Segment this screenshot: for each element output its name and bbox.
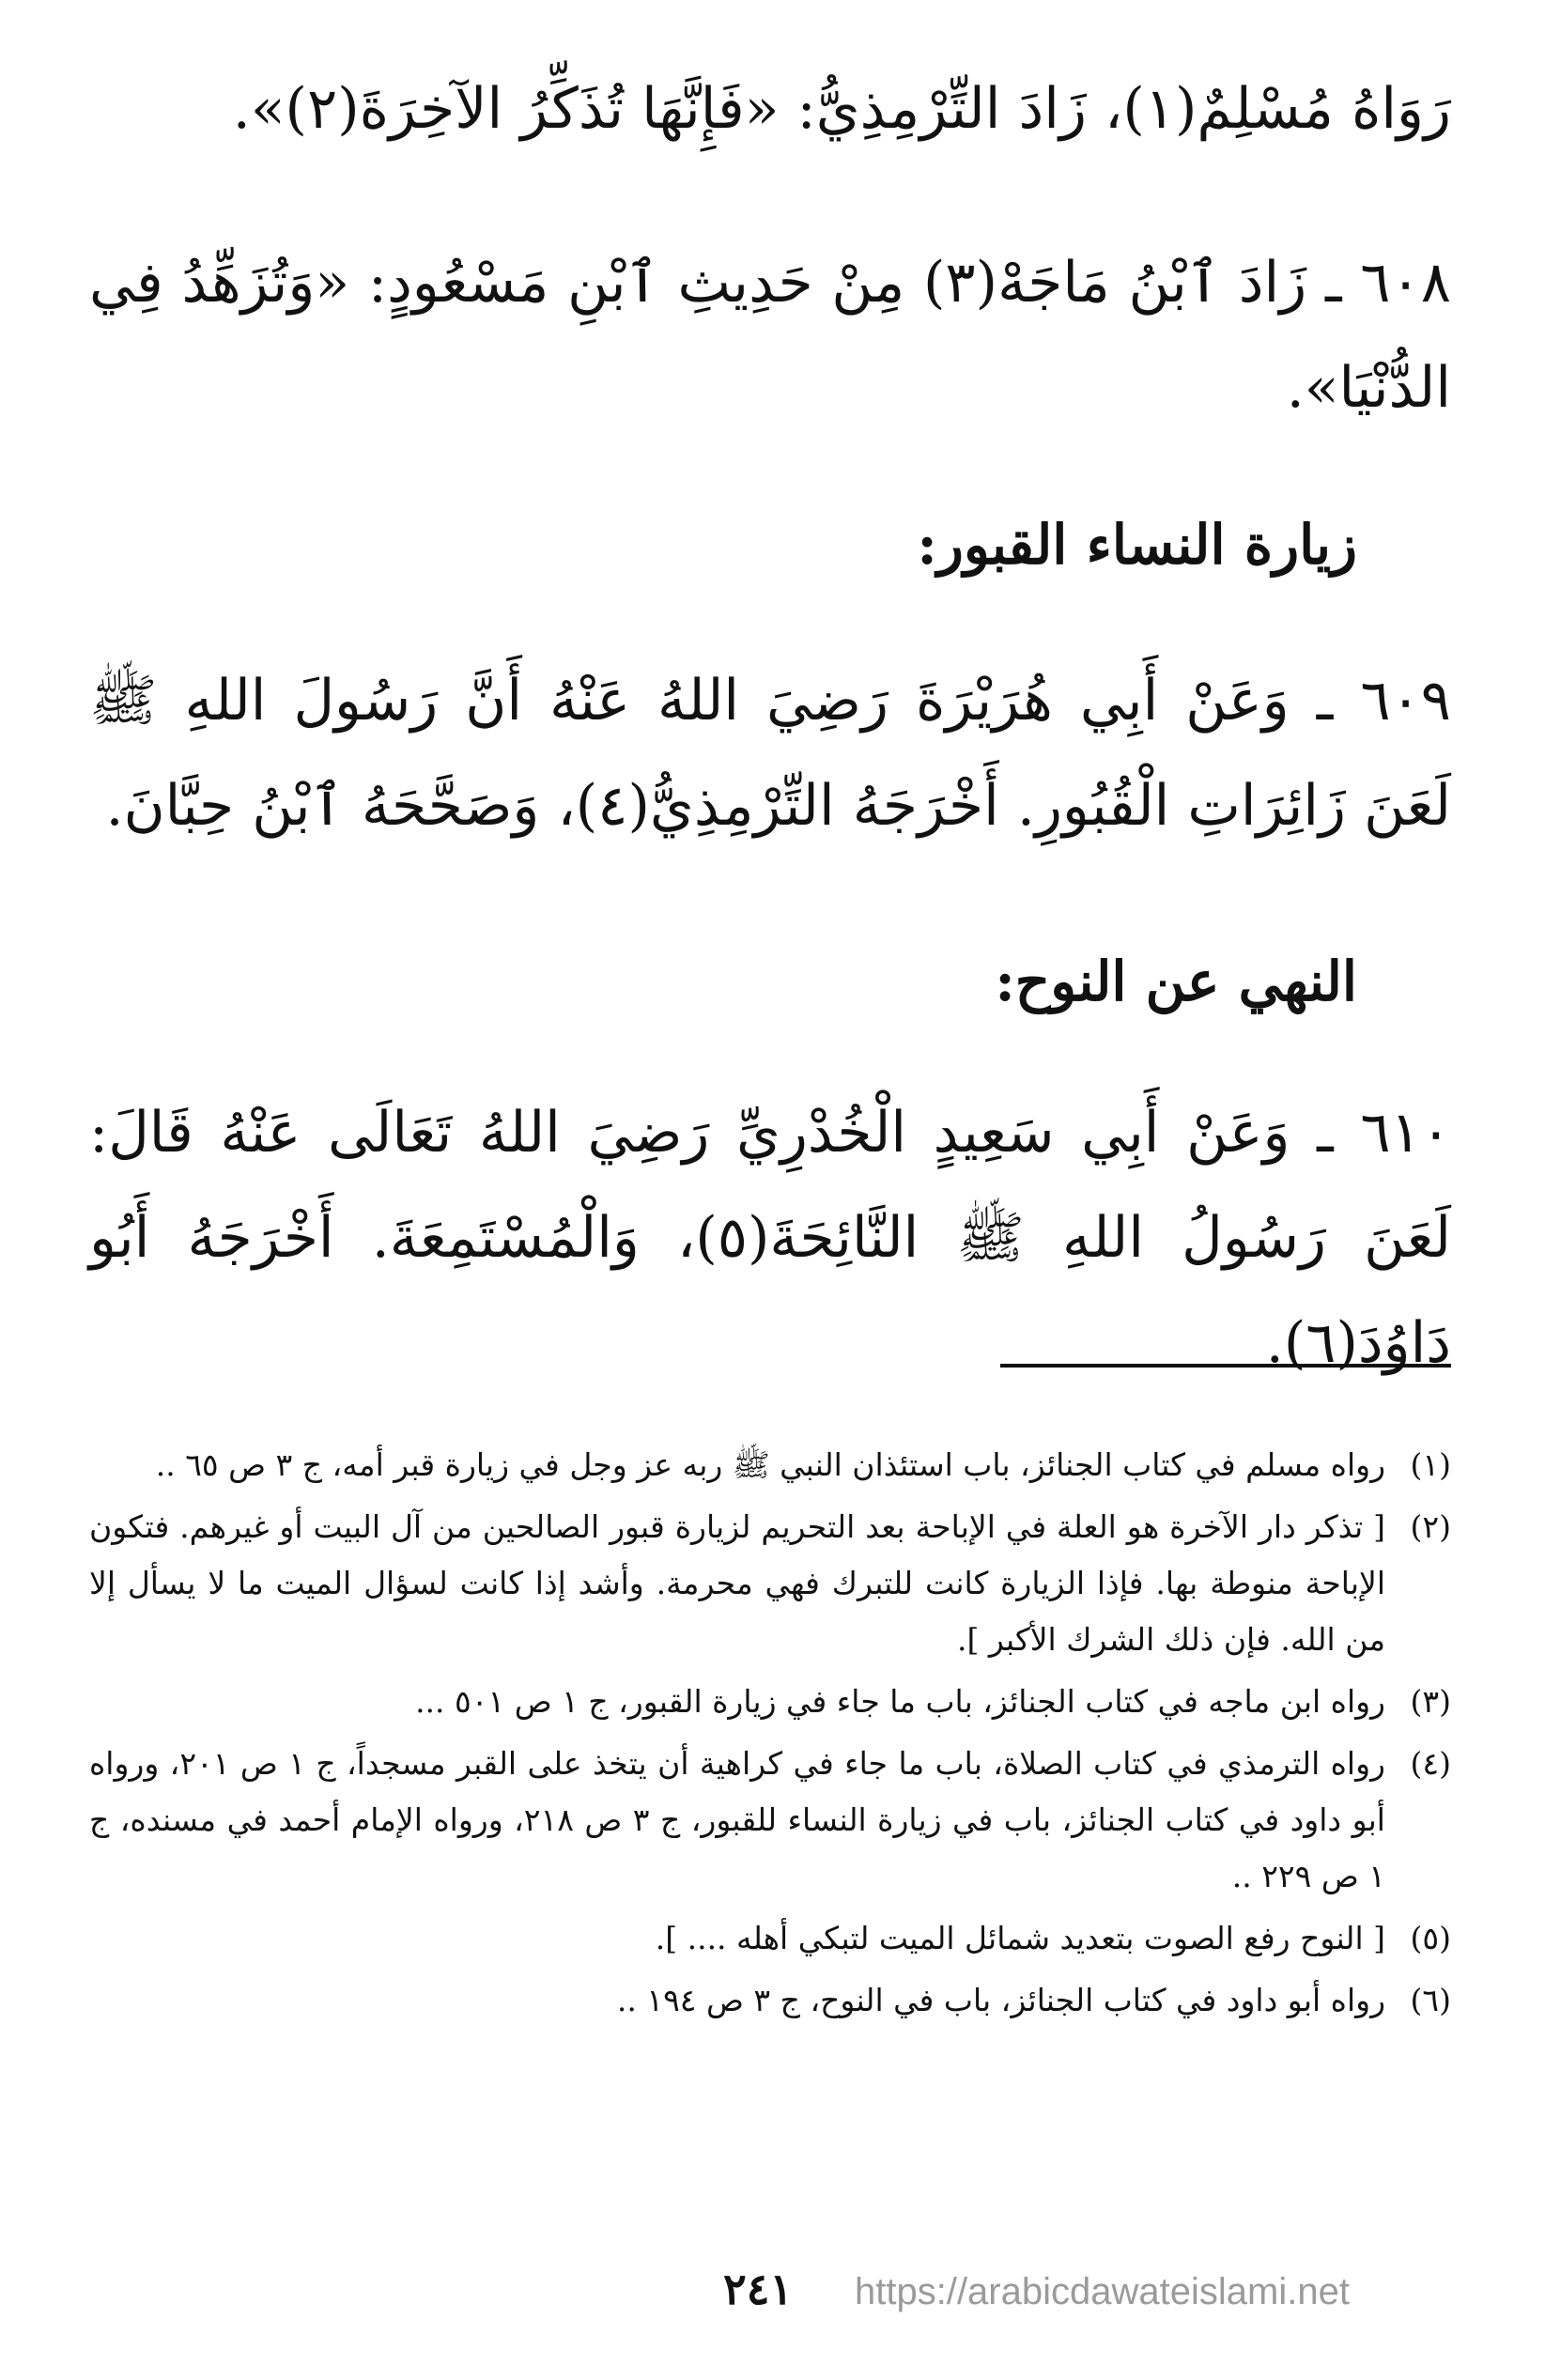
footnote-text: رواه أبو داود في كتاب الجنائز، باب في النوح، ج ٣ ص ١٩٤ .. — [616, 1982, 1385, 2018]
watermark-url: https://arabicdawateislami.net — [855, 2271, 1350, 2312]
footnote-2 — [89, 1499, 1451, 1668]
footnote-divider — [1000, 1364, 1451, 1368]
section-heading-prohibition-of-wailing: النهي عن النوح: — [995, 950, 1357, 1013]
footnote-text: [ تذكر دار الآخرة هو العلة في الإباحة بعد التحريم لزيارة قبور الصالحين من آل البيت أو غيرهم. فتكون الإباحة منوطة بها. فإذا الزيارة كانت للتبرك فهي محرمة. وأشد إذا كانت لسؤال الميت ما لا يسأل إلا من الله. فإن ذلك الشرك الأكبر ]. — [89, 1508, 1385, 1658]
footnote-text: [ النوح رفع الصوت بتعديد شمائل الميت لتبكي أهله .... ]. — [655, 1920, 1385, 1956]
footnote-number: (٥) — [1410, 1920, 1451, 1956]
footnote-number: (٣) — [1410, 1683, 1451, 1720]
footnote-number: (٤) — [1410, 1745, 1451, 1782]
body-paragraph: رَوَاهُ مُسْلِمٌ(١)، زَادَ التِّرْمِذِيُّ: «فَإِنَّهَا تُذَكِّرُ الآخِرَةَ(٢)». — [232, 76, 1451, 142]
footnote-number: (١) — [1410, 1446, 1451, 1483]
footnote-number: (٢) — [1410, 1508, 1451, 1545]
hadith-609: ٦٠٩ ـ وَعَنْ أَبِي هُرَيْرَةَ رَضِيَ اللهُ عَنْهُ أَنَّ رَسُولَ اللهِ ﷺ لَعَنَ زَائِرَاتِ الْقُبُورِ. أَخْرَجَهُ التِّرْمِذِيُّ(٤)، وَصَحَّحَهُ ٱبْنُ حِبَّانَ. — [89, 668, 1451, 839]
page-number: ٢٤١ — [723, 2264, 794, 2314]
hadith-608: ٦٠٨ ـ زَادَ ٱبْنُ مَاجَهْ(٣) مِنْ حَدِيثِ ٱبْنِ مَسْعُودٍ: «وَتُزَهِّدُ فِي الدُّنْيَا». — [89, 250, 1451, 421]
section-heading-women-visiting-graves: زيارة النساء القبور: — [917, 513, 1357, 577]
footnote-3 — [89, 1674, 1451, 1730]
footnote-number: (٦) — [1410, 1982, 1451, 2018]
hadith-610: ٦١٠ ـ وَعَنْ أَبِي سَعِيدٍ الْخُدْرِيِّ رَضِيَ اللهُ تَعَالَى عَنْهُ قَالَ: لَعَنَ رَسُولُ اللهِ ﷺ النَّائِحَةَ(٥)، وَالْمُسْتَمِعَةَ. أَخْرَجَهُ أَبُو دَاوُدَ(٦). — [89, 1100, 1451, 1376]
footnote-text: رواه مسلم في كتاب الجنائز، باب استئذان النبي ﷺ ربه عز وجل في زيارة قبر أمه، ج ٣ ص ٦٥ .. — [155, 1446, 1385, 1483]
footnote-5 — [89, 1910, 1451, 1967]
page-footer — [0, 2264, 1545, 2329]
footnote-text: رواه ابن ماجه في كتاب الجنائز، باب ما جاء في زيارة القبور، ج ١ ص ٥٠١ ... — [415, 1683, 1385, 1720]
footnote-text: رواه الترمذي في كتاب الصلاة، باب ما جاء في كراهية أن يتخذ على القبر مسجداً، ج ١ ص ٢٠١، ورواه أبو داود في كتاب الجنائز، باب في زيارة النساء للقبور، ج ٣ ص ٢١٨، ورواه الإمام أحمد في مسنده، ج ١ ص ٢٢٩ .. — [89, 1745, 1385, 1894]
footnote-6 — [89, 1972, 1451, 2029]
footnote-1 — [89, 1437, 1451, 1493]
footnotes-section — [89, 1437, 1451, 2034]
footnote-4 — [89, 1736, 1451, 1905]
